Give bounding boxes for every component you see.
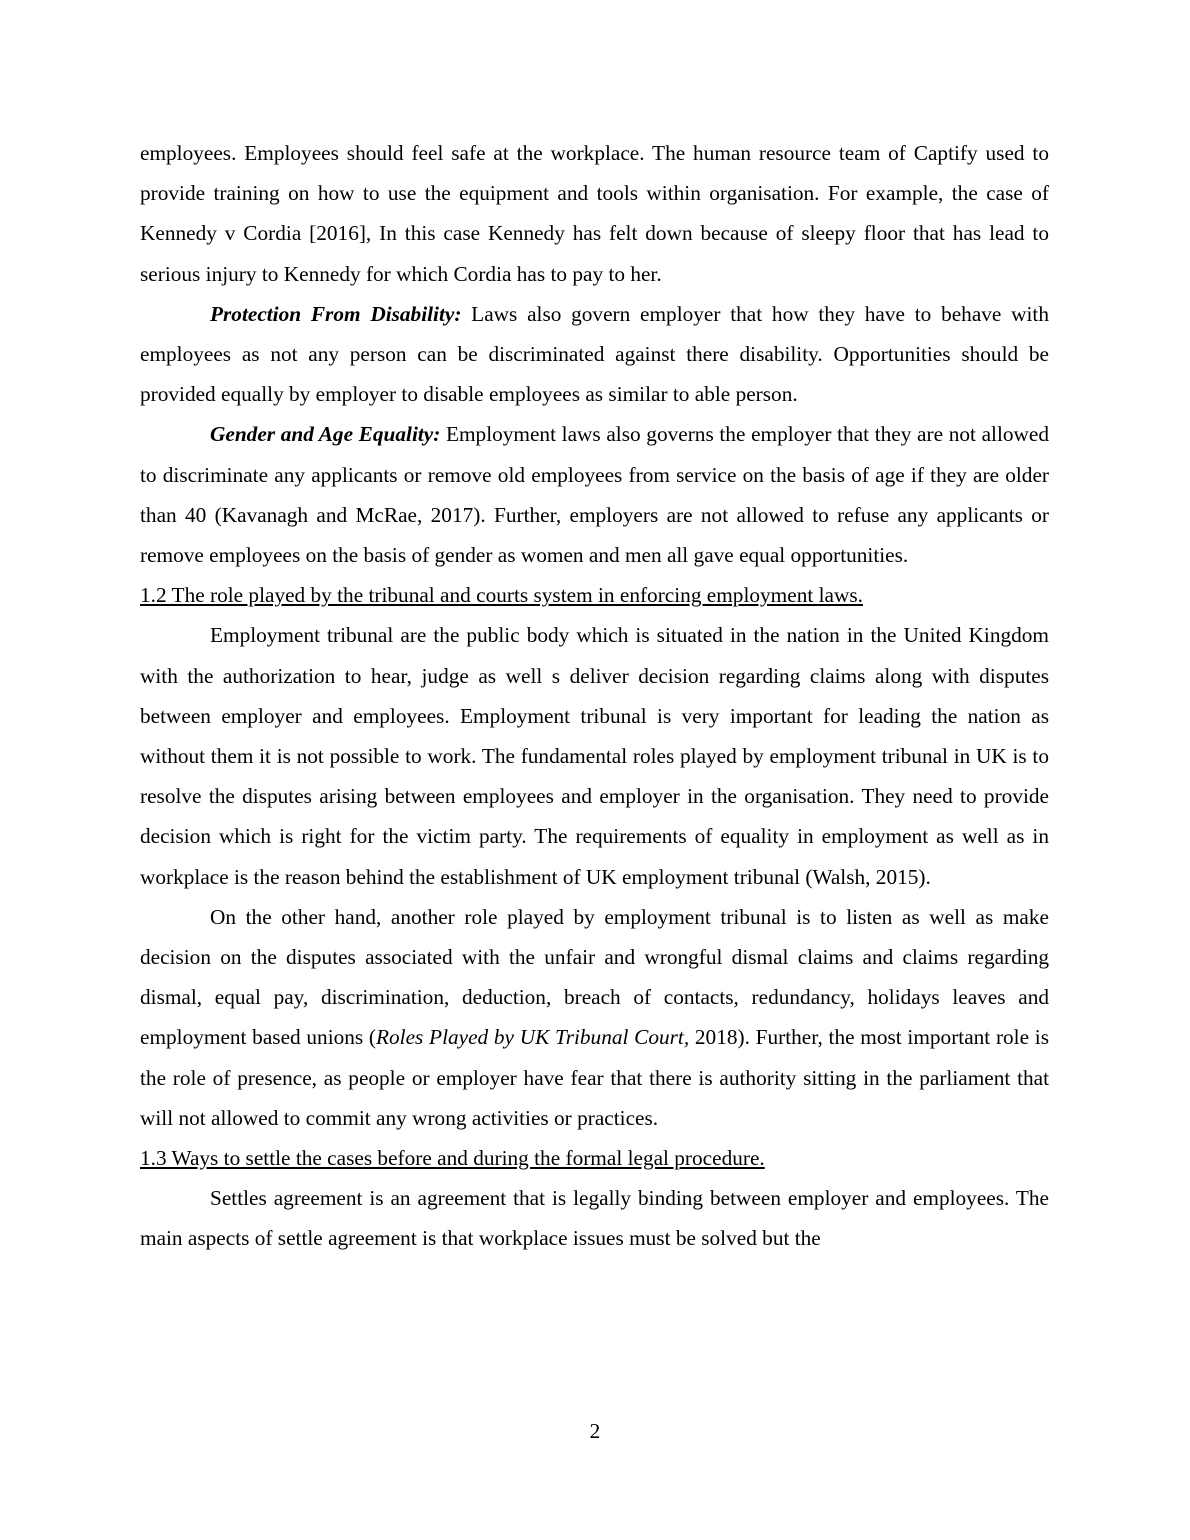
tribunal-2-before: On the other hand, another role played by employment tribunal is to listen as well as make decision on the disputes associated with the unfair and wrongful dismal claims and claims regarding dismal, equal pay, discrimination, deduction, breach of contacts, redundancy, holidays leaves and employment based unions ( (140, 904, 1049, 1050)
gender-age-text: Employment laws also governs the employer that they are not allowed to discriminate any applicants or remove old employees from service on the basis of age if they are older than 40 (Kavanagh and McRae, 2017). Further, employers are not allowed to refuse any applicants or remove employees on the basis of gender as women and men all gave equal opportunities. (140, 422, 1049, 568)
paragraph-tribunal-1: Employment tribunal are the public body which is situated in the nation in the United Kingdom with the authorization to hear, judge as well s deliver decision regarding claims along with disputes between employer and employees. Employment tribunal is very important for leading the nation as without them it is not possible to work. The fundamental roles played by employment tribunal in UK is to resolve the disputes arising between employees and employer in the organisation. They need to provide decision which is right for the victim party. The requirements of equality in employment as well as in workplace is the reason behind the establishment of UK employment tribunal (Walsh, 2015). (140, 623, 1049, 889)
gender-age-lead: Gender and Age Equality: (210, 422, 441, 447)
document-body (140, 133, 1049, 1259)
section-heading-1-2: 1.2 The role played by the tribunal and courts system in enforcing employment laws. (140, 583, 863, 608)
tribunal-2-after: 2018). Further, the most important role is the role of presence, as people or employer have fear that there is authority sitting in the parliament that will not allowed to commit any wrong activities or practices. (140, 1025, 1049, 1130)
citation-title: Roles Played by UK Tribunal Court, (376, 1025, 690, 1050)
paragraph-tribunal-2 (140, 897, 1049, 1138)
paragraph-continuation: employees. Employees should feel safe at the workplace. The human resource team of Captify used to provide training on how to use the equipment and tools within organisation. For example, the case of Kennedy v Cordia [2016], In this case Kennedy has felt down because of sleepy floor that has lead to serious injury to Kennedy for which Cordia has to pay to her. (140, 141, 1049, 286)
section-heading-1-3: 1.3 Ways to settle the cases before and during the formal legal procedure. (140, 1146, 765, 1171)
disability-text: Laws also govern employer that how they have to behave with employees as not any person can be discriminated against there disability. Opportunities should be provided equally by employer to disable employees as similar to able person. (140, 301, 1049, 407)
paragraph-disability (140, 294, 1049, 415)
paragraph-settle: Settles agreement is an agreement that is legally binding between employer and employees. The main aspects of settle agreement is that workplace issues must be solved but the (140, 1186, 1049, 1251)
paragraph-gender-age (140, 414, 1049, 575)
disability-lead: Protection From Disability: (210, 301, 462, 326)
page-number: 2 (589, 1419, 601, 1443)
